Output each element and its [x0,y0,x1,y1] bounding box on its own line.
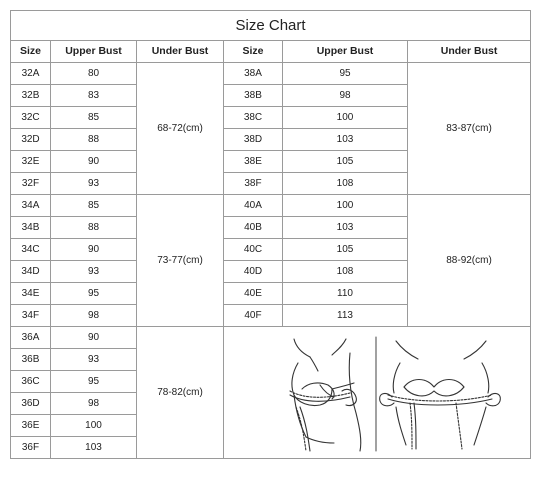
upper-bust-cell: 95 [51,283,137,305]
size-cell: 36C [11,371,51,393]
table-row [11,195,531,217]
size-cell: 32D [11,129,51,151]
upper-bust-cell: 93 [51,261,137,283]
upper-bust-cell: 90 [51,239,137,261]
upper-bust-cell: 100 [283,195,408,217]
under-bust-cell: 88-92(cm) [408,195,531,327]
size-cell: 32E [11,151,51,173]
header-size: Size [224,41,283,63]
table-row [11,63,531,85]
upper-bust-cell: 98 [51,393,137,415]
upper-bust-cell: 93 [51,173,137,195]
upper-bust-cell: 103 [51,437,137,459]
size-cell: 32F [11,173,51,195]
under-bust-cell: 78-82(cm) [137,327,224,459]
upper-bust-cell: 103 [283,129,408,151]
upper-bust-cell: 88 [51,217,137,239]
size-cell: 34A [11,195,51,217]
upper-bust-cell: 95 [283,63,408,85]
upper-bust-cell: 83 [51,85,137,107]
size-cell: 40D [224,261,283,283]
size-cell: 38C [224,107,283,129]
size-cell: 34B [11,217,51,239]
upper-bust-cell: 80 [51,63,137,85]
size-cell: 40C [224,239,283,261]
size-cell: 34D [11,261,51,283]
under-bust-cell: 73-77(cm) [137,195,224,327]
upper-bust-cell: 108 [283,173,408,195]
upper-bust-cell: 90 [51,327,137,349]
size-chart-table [10,10,531,459]
upper-bust-cell: 90 [51,151,137,173]
upper-bust-cell: 110 [283,283,408,305]
header-row [11,41,531,63]
header-upper-bust: Upper Bust [283,41,408,63]
size-cell: 34C [11,239,51,261]
upper-bust-cell: 105 [283,239,408,261]
size-cell: 38F [224,173,283,195]
header-upper-bust: Upper Bust [51,41,137,63]
size-cell: 36A [11,327,51,349]
upper-bust-cell: 98 [51,305,137,327]
size-chart-container [10,10,530,459]
upper-bust-cell: 85 [51,195,137,217]
size-cell: 40B [224,217,283,239]
size-cell: 32A [11,63,51,85]
size-cell: 40A [224,195,283,217]
upper-bust-cell: 85 [51,107,137,129]
size-cell: 38B [224,85,283,107]
size-cell: 38D [224,129,283,151]
upper-bust-cell: 93 [51,349,137,371]
upper-bust-cell: 113 [283,305,408,327]
under-bust-cell: 83-87(cm) [408,63,531,195]
measurement-illustration-cell [224,327,531,459]
header-under-bust: Under Bust [408,41,531,63]
size-cell: 36F [11,437,51,459]
upper-bust-cell: 100 [283,107,408,129]
size-cell: 34E [11,283,51,305]
size-cell: 38A [224,63,283,85]
upper-bust-cell: 105 [283,151,408,173]
size-cell: 38E [224,151,283,173]
upper-bust-cell: 88 [51,129,137,151]
upper-bust-cell: 108 [283,261,408,283]
upper-bust-cell: 103 [283,217,408,239]
size-cell: 36E [11,415,51,437]
header-size: Size [11,41,51,63]
upper-bust-cell: 98 [283,85,408,107]
size-cell: 34F [11,305,51,327]
chart-title: Size Chart [11,11,531,41]
size-cell: 36B [11,349,51,371]
table-row [11,327,531,349]
header-under-bust: Under Bust [137,41,224,63]
title-row [11,11,531,41]
size-cell: 32B [11,85,51,107]
upper-bust-cell: 95 [51,371,137,393]
size-cell: 40E [224,283,283,305]
size-cell: 36D [11,393,51,415]
size-cell: 40F [224,305,283,327]
under-bust-cell: 68-72(cm) [137,63,224,195]
upper-bust-cell: 100 [51,415,137,437]
size-cell: 32C [11,107,51,129]
bust-measurement-illustration-icon [224,333,530,453]
